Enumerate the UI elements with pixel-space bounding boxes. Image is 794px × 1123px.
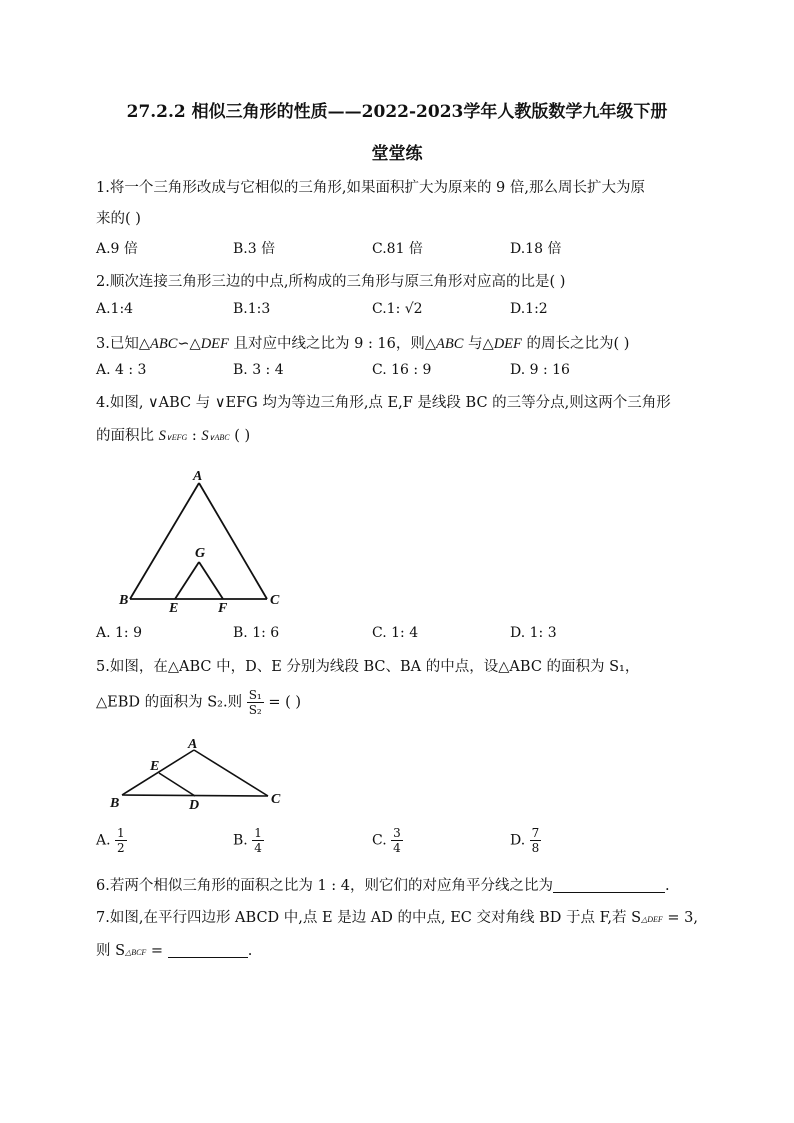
q1-option-b: B.3 倍 [233, 241, 276, 257]
q4-option-b: B. 1: 6 [233, 625, 280, 641]
q6-text [96, 874, 670, 895]
q3-abc: ABC [150, 336, 178, 352]
q7-text-line1 [96, 906, 698, 927]
q5-fraction [247, 688, 264, 717]
q4-s1-sub: ∨EFG [165, 433, 188, 442]
q4-option-a: A. 1: 9 [96, 625, 142, 641]
q2-option-d: D.1:2 [510, 301, 548, 317]
q6-end: . [665, 878, 670, 894]
q5-option-b: B. $\frac{1}{4}$ [233, 826, 262, 855]
q7-end: . [247, 943, 253, 959]
q5-frac-num: S₁ [248, 688, 262, 702]
q4-label-g: G [195, 546, 206, 561]
q3-def: DEF [200, 336, 229, 352]
q3-text-mid: 且对应中线之比为 9 : 16，则△ [228, 336, 437, 352]
q4-s2-sub: ∨ABC [208, 433, 230, 442]
q3-similar-sign: ∽△ [177, 336, 201, 352]
q7-answer-blank[interactable] [168, 943, 248, 958]
q3-option-a: A. 4 : 3 [96, 362, 147, 378]
q3-option-d: D. 9 : 16 [510, 362, 570, 378]
q3-text-post: 的周长之比为( ) [521, 336, 630, 352]
q4-colon: : [187, 428, 202, 444]
q4-text-post: ( ) [229, 428, 251, 444]
q5-text-line1: 5.如图，在△ABC 中，D、E 分别为线段 BC、BA 的中点，设△ABC 的面积为 S₁， [96, 659, 640, 675]
q7-text-a: 7.如图,在平行四边形 ABCD 中,点 E 是边 AD 的中点, EC 交对角线 BD 于点 F,若 S [96, 910, 642, 926]
q5-label-b: B [110, 796, 120, 811]
q3-text-mid2: 与△ [463, 336, 494, 352]
q4-text-pre: 的面积比 [96, 428, 159, 444]
q5-label-a: A [188, 737, 198, 752]
q1-option-a: A.9 倍 [96, 241, 138, 257]
q1-text-line1: 1.将一个三角形改成与它相似的三角形,如果面积扩大为原来的 9 倍,那么周长扩大为原 [96, 180, 645, 196]
q7-sub-def: △DEF [641, 915, 663, 924]
q4-text-line1: 4.如图, ∨ABC 与 ∨EFG 均为等边三角形,点 E,F 是线段 BC 的三等分点,则这两个三角形 [96, 395, 671, 411]
q5-label-c: C [271, 792, 281, 807]
q4-s2: S [201, 428, 209, 444]
q5-text-pre: △EBD 的面积为 S₂.则 [96, 694, 247, 711]
q4-option-d: D. 1: 3 [510, 625, 557, 641]
q5-label-d: D [189, 798, 200, 813]
q4-label-b: B [119, 593, 129, 608]
page-subtitle: 堂堂练 [371, 144, 423, 164]
q1-option-c: C.81 倍 [372, 241, 423, 257]
q7-text-b-post: = [146, 943, 168, 959]
q6-text-body: 6.若两个相似三角形的面积之比为 1 : 4，则它们的对应角平分线之比为 [96, 878, 553, 894]
q3-def-2: DEF [493, 336, 522, 352]
q7-text-line2 [96, 939, 252, 960]
q1-option-d: D.18 倍 [510, 241, 562, 257]
q2-option-b: B.1:3 [233, 301, 271, 317]
q3-text [96, 332, 629, 353]
q3-option-b: B. 3 : 4 [233, 362, 284, 378]
q4-label-e: E [169, 601, 179, 616]
q7-sub-bcf: △BCF [125, 948, 147, 957]
q4-option-c: C. 1: 4 [372, 625, 419, 641]
q2-option-a: A.1:4 [96, 301, 134, 317]
q2-option-c: C.1: √2 [372, 301, 423, 317]
q5-frac-den: S₂ [248, 703, 262, 717]
q7-text-a-post: = 3, [662, 910, 698, 926]
q1-text-line2: 来的( ) [96, 211, 141, 227]
q4-label-a: A [193, 469, 203, 484]
q5-label-e: E [150, 759, 160, 774]
q2-text: 2.顺次连接三角形三边的中点,所构成的三角形与原三角形对应高的比是( ) [96, 274, 566, 290]
q4-label-f: F [218, 601, 228, 616]
q6-answer-blank[interactable] [553, 878, 665, 893]
q3-option-c: C. 16 : 9 [372, 362, 432, 378]
q7-text-b-pre: 则 S [96, 943, 126, 959]
q5-option-d: D. $\frac{7}{8}$ [510, 826, 540, 855]
q3-text-pre: 3.已知△ [96, 336, 150, 352]
q3-abc-2: ABC [436, 336, 464, 352]
page-title: 27.2.2 相似三角形的性质——2022-2023学年人教版数学九年级下册 [126, 102, 668, 122]
q5-option-c: C. $\frac{3}{4}$ [372, 826, 401, 855]
q5-text-line2 [96, 688, 301, 717]
q5-triangle-figure [104, 735, 304, 815]
q4-triangle-figure [110, 462, 310, 622]
q4-text-line2 [96, 424, 250, 445]
q4-label-c: C [270, 593, 280, 608]
q5-option-a: A. $\frac{1}{2}$ [96, 826, 125, 855]
q4-s1: S [158, 428, 166, 444]
q5-text-post: = ( ) [263, 694, 302, 711]
